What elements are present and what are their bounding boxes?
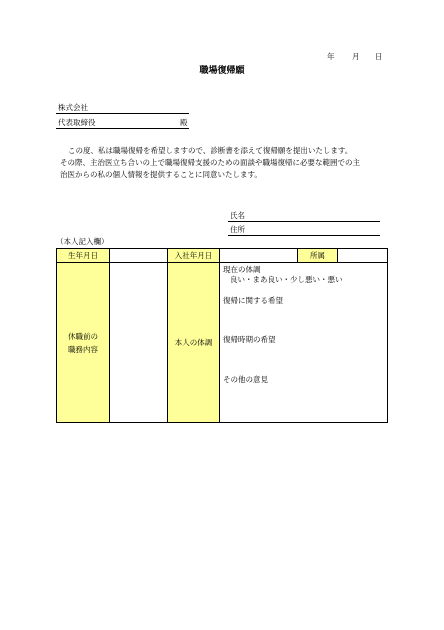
- date-day: 日: [375, 52, 383, 61]
- department-header: 所属: [298, 249, 338, 263]
- representative-label: 代表取締役: [58, 118, 96, 127]
- prev-duties-line-2: 職務内容: [68, 344, 98, 354]
- body-line-2: その際、主治医立ち合いの上で職場復帰支援のための面談や職場復帰に必要な範囲での主: [60, 158, 360, 167]
- hire-date-input-cell[interactable]: [220, 249, 298, 263]
- condition-options: 良い・まあ良い・少し悪い・悪い: [230, 275, 343, 284]
- representative-underline: [56, 128, 189, 129]
- condition-header: 本人の体調: [168, 263, 220, 423]
- company-label: 株式会社: [58, 103, 88, 112]
- date-month: 月: [352, 52, 360, 61]
- return-wish-label: 復帰に関する希望: [223, 296, 283, 305]
- dob-header: 生年月日: [57, 249, 110, 263]
- date-year: 年: [327, 52, 335, 61]
- prev-duties-line-1: 休職前の: [68, 331, 98, 341]
- department-input-cell[interactable]: [338, 249, 388, 263]
- name-label: 氏名: [230, 211, 245, 220]
- name-underline: [228, 221, 380, 222]
- body-line-3: 治医からの私の個人情報を提供することに同意いたします。: [60, 170, 262, 179]
- other-opinion-label: その他の意見: [223, 375, 268, 384]
- document-title: 職場復帰願: [199, 66, 245, 76]
- address-label: 住所: [230, 225, 245, 234]
- timing-wish-label: 復帰時期の希望: [223, 335, 276, 344]
- condition-detail-cell[interactable]: [220, 263, 388, 423]
- body-line-1: この度、私は職場復帰を希望しますので、診断書を添えて復帰願を提出いたします。: [68, 146, 353, 155]
- section-label: （本人記入欄）: [56, 237, 109, 246]
- company-underline: [56, 113, 189, 114]
- prev-duties-input-cell[interactable]: [110, 263, 168, 423]
- address-underline: [228, 235, 380, 236]
- current-condition-label: 現在の体調: [223, 265, 261, 274]
- applicant-form-table: [56, 248, 388, 423]
- prev-duties-header: [57, 263, 110, 423]
- dob-input-cell[interactable]: [110, 249, 168, 263]
- honorific-label: 殿: [180, 118, 188, 127]
- hire-date-header: 入社年月日: [168, 249, 220, 263]
